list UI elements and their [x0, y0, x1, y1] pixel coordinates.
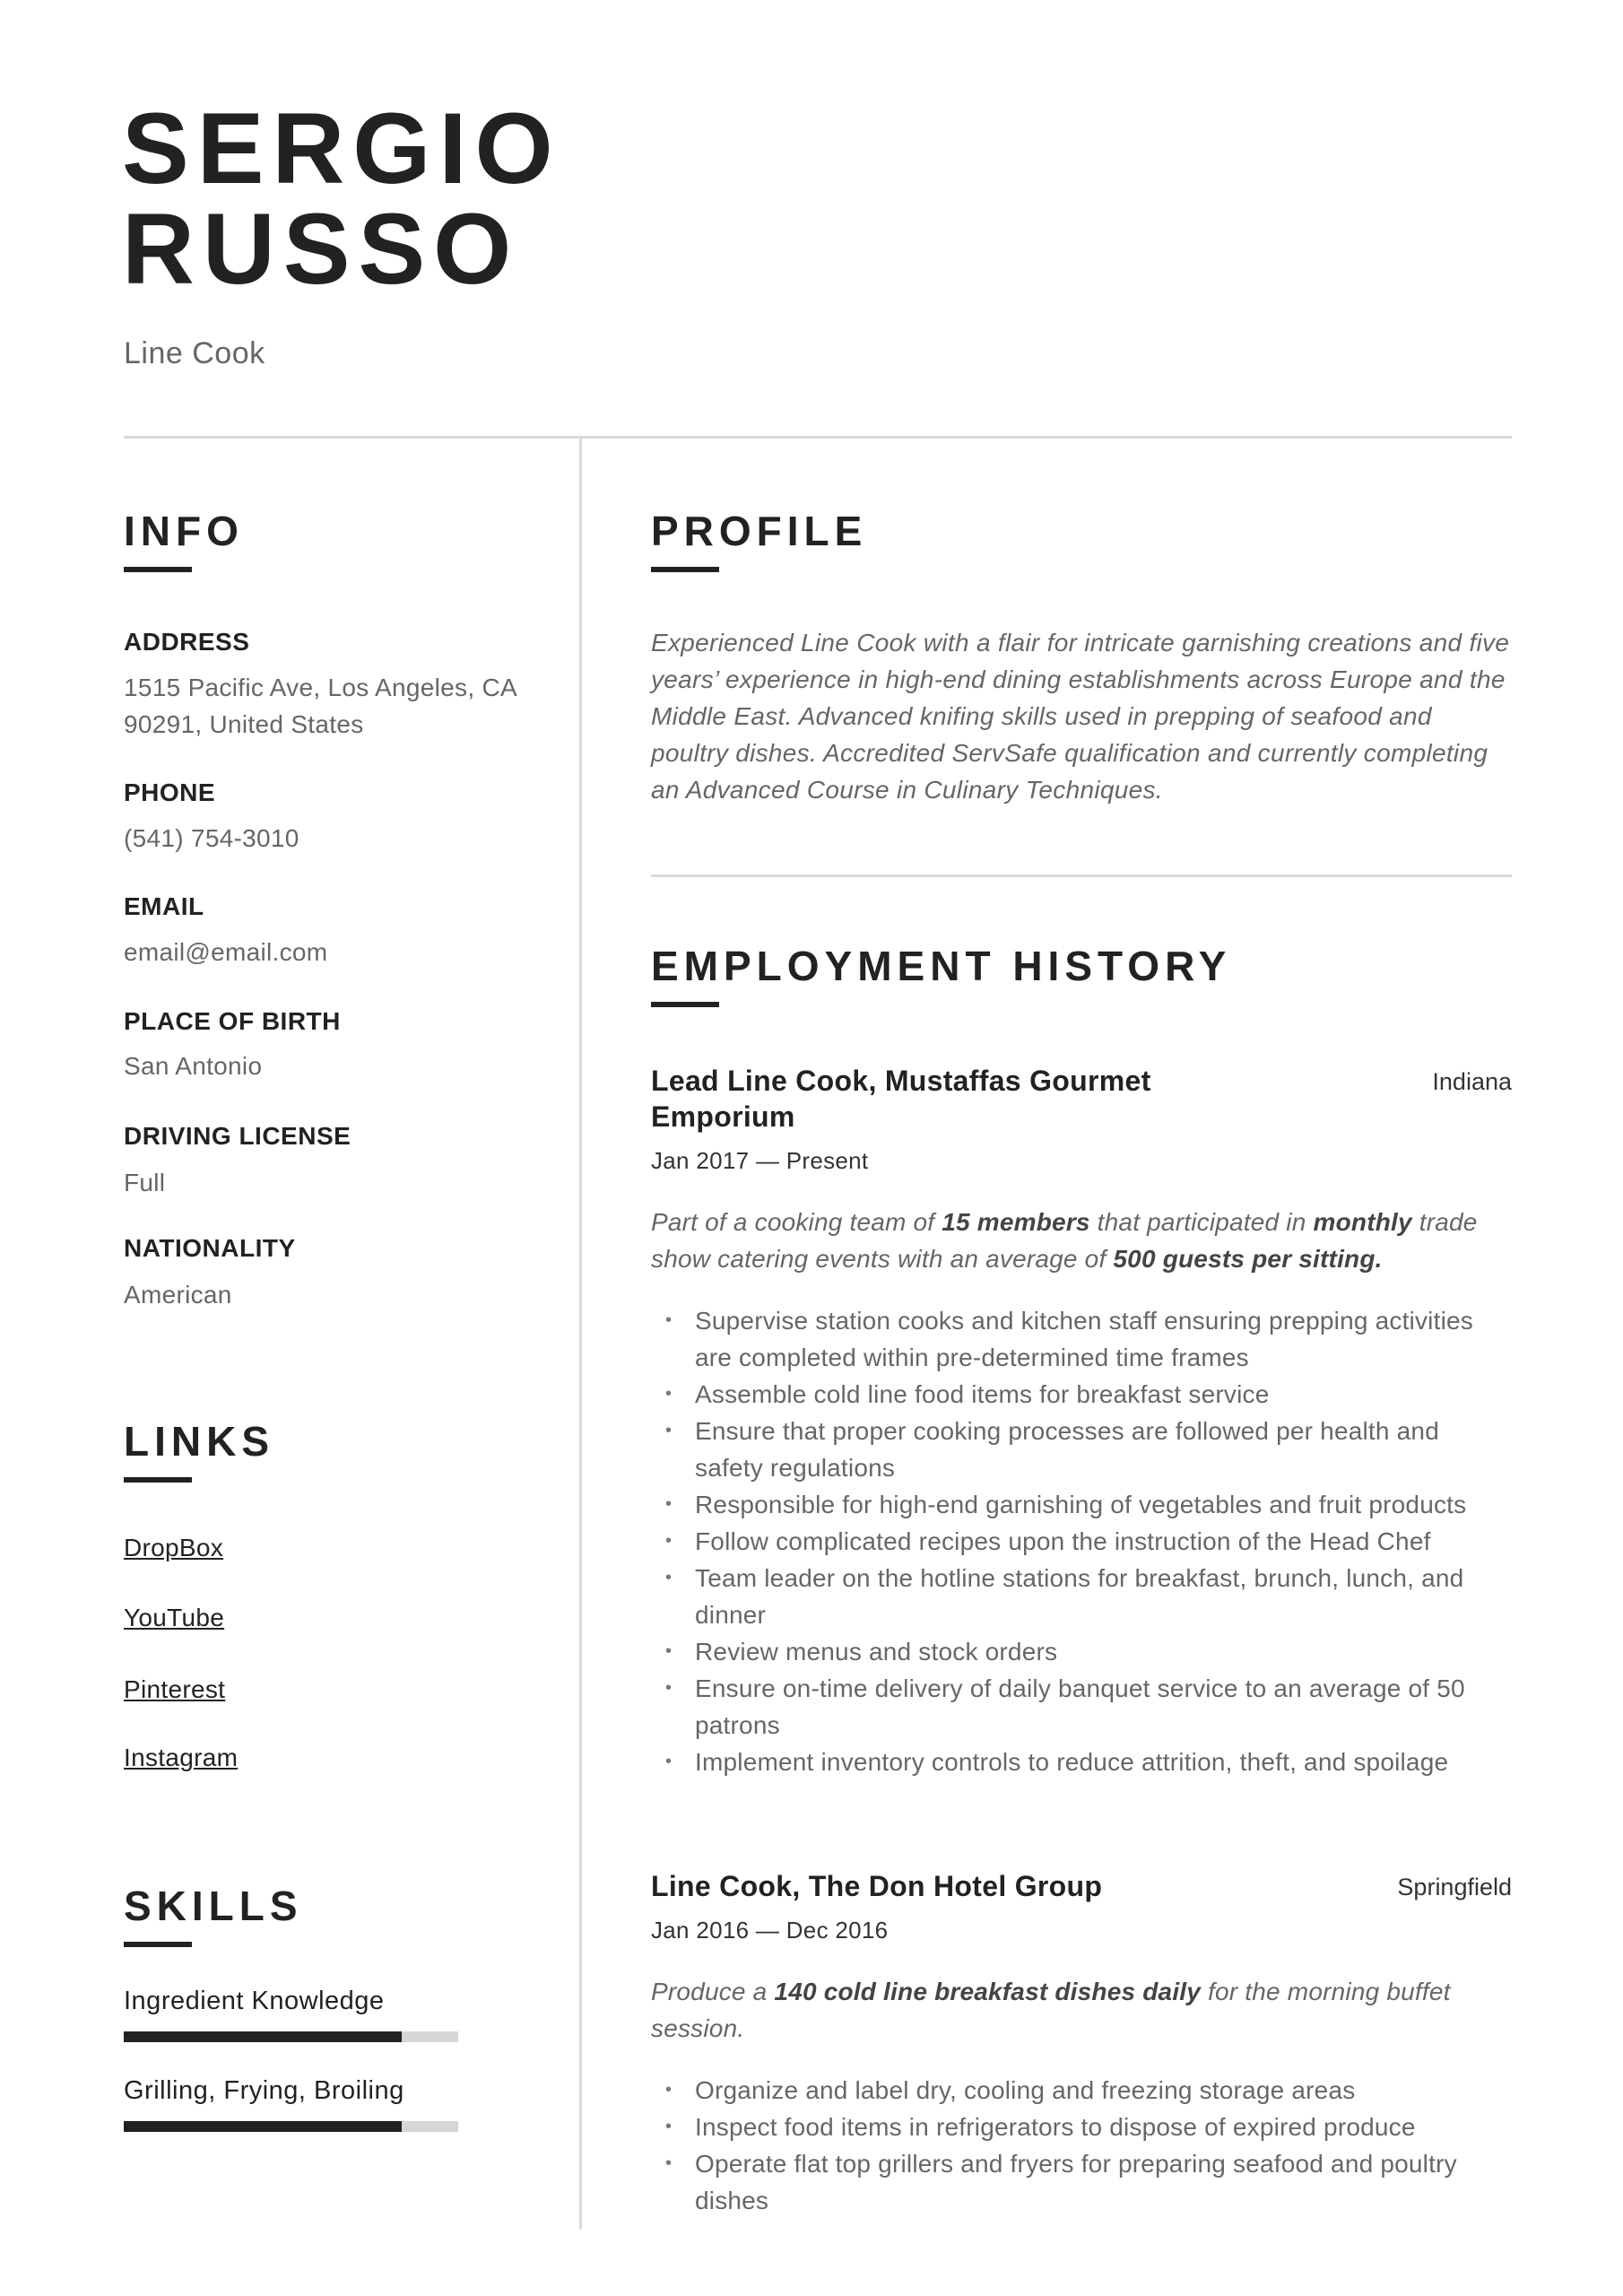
- info-value: (541) 754-3010: [124, 824, 299, 852]
- info-heading: INFO: [124, 508, 244, 554]
- job-bullet: • Operate flat top grillers and fryers for preparing seafood and poultry dishes: [651, 2145, 1512, 2219]
- job-bullet: • Implement inventory controls to reduce attrition, theft, and spoilage: [651, 1744, 1512, 1780]
- links-heading: LINKS: [124, 1418, 274, 1465]
- skills-heading-underline: [124, 1942, 192, 1947]
- job-dates: Jan 2017 — Present: [651, 1147, 869, 1174]
- job-bullets: [651, 2072, 1512, 2219]
- job-location: Indiana: [1432, 1068, 1512, 1095]
- info-label: PHONE: [124, 778, 216, 806]
- job-header: [651, 1868, 1512, 1904]
- employment-heading-underline: [651, 1002, 719, 1007]
- skill-name: Ingredient Knowledge: [124, 1987, 385, 2015]
- skill-level-bar: [124, 2121, 458, 2132]
- link-pinterest[interactable]: Pinterest: [124, 1675, 226, 1703]
- summary-text: for the morning buffet session.: [651, 1978, 1451, 2042]
- first-name: SERGIO: [122, 92, 561, 204]
- job-bullet: • Review menus and stock orders: [651, 1633, 1512, 1670]
- job-bullet: • Follow complicated recipes upon the instruction of the Head Chef: [651, 1523, 1512, 1560]
- job-bullets: [651, 1302, 1512, 1780]
- info-label: ADDRESS: [124, 628, 250, 656]
- profile-heading: PROFILE: [651, 508, 868, 554]
- summary-highlight: 500 guests per sitting.: [1113, 1245, 1383, 1273]
- job-bullet: • Team leader on the hotline stations for breakfast, brunch, lunch, and dinner: [651, 1560, 1512, 1633]
- info-value: Full: [124, 1169, 166, 1196]
- skills-heading: SKILLS: [124, 1883, 303, 1929]
- skill-name: Grilling, Frying, Broiling: [124, 2076, 404, 2105]
- info-label: NATIONALITY: [124, 1234, 296, 1262]
- summary-text: Part of a cooking team of: [651, 1208, 942, 1236]
- job-bullet: • Responsible for high-end garnishing of vegetables and fruit products: [651, 1486, 1512, 1523]
- skill-level-fill: [124, 2121, 402, 2132]
- job-title: Lead Line Cook, Mustaffas Gourmet Emporium: [651, 1065, 1151, 1133]
- job-bullet: • Ensure that proper cooking processes are followed per health and safety regulations: [651, 1413, 1512, 1486]
- summary-highlight: 140 cold line breakfast dishes daily: [774, 1978, 1202, 2005]
- job-entry: [651, 1868, 1512, 2219]
- skill-level-bar: [124, 2031, 458, 2042]
- job-bullet: • Supervise station cooks and kitchen staff ensuring prepping activities are completed within pre-determined time frames: [651, 1302, 1512, 1376]
- info-value: 90291, United States: [124, 710, 364, 738]
- candidate-title: Line Cook: [124, 336, 265, 370]
- info-value: San Antonio: [124, 1052, 263, 1080]
- info-label: PLACE OF BIRTH: [124, 1007, 341, 1035]
- info-value: 1515 Pacific Ave, Los Angeles, CA: [124, 674, 517, 701]
- candidate-name: [122, 92, 561, 305]
- job-bullet: • Assemble cold line food items for breakfast service: [651, 1376, 1512, 1413]
- info-label: DRIVING LICENSE: [124, 1122, 352, 1150]
- skill-level-fill: [124, 2031, 402, 2042]
- info-value: American: [124, 1281, 232, 1309]
- profile-text: Experienced Line Cook with a flair for intricate garnishing creations and five years’ experience in high-end dining establishments across Europe and the Middle East. Advanced knifing skills used in prepping of seafood and poultry dishes. Accredited ServSafe qualification and currently completing an Advanced Course in Culinary Techniques.: [651, 629, 1510, 804]
- job-dates: Jan 2016 — Dec 2016: [651, 1917, 889, 1944]
- job-summary: [651, 1973, 1512, 2047]
- info-heading-underline: [124, 567, 192, 572]
- summary-text: trade show catering events with an average of: [651, 1208, 1478, 1273]
- link-dropbox[interactable]: DropBox: [124, 1534, 224, 1561]
- employment-heading: EMPLOYMENT HISTORY: [651, 943, 1232, 989]
- summary-text: Produce a: [651, 1978, 775, 2005]
- job-location: Springfield: [1397, 1874, 1512, 1900]
- job-header: [651, 1063, 1512, 1135]
- link-youtube[interactable]: YouTube: [124, 1604, 225, 1631]
- header-divider: [124, 436, 1512, 439]
- summary-highlight: monthly: [1313, 1208, 1412, 1236]
- job-bullet: • Inspect food items in refrigerators to dispose of expired produce: [651, 2109, 1512, 2145]
- profile-divider: [651, 874, 1512, 877]
- job-summary: [651, 1204, 1512, 1277]
- links-heading-underline: [124, 1477, 192, 1483]
- job-bullet: • Organize and label dry, cooling and freezing storage areas: [651, 2072, 1512, 2109]
- summary-text: that participated in: [1089, 1208, 1314, 1236]
- summary-highlight: 15 members: [942, 1208, 1090, 1236]
- link-instagram[interactable]: Instagram: [124, 1744, 239, 1771]
- last-name: RUSSO: [122, 193, 520, 305]
- job-title: Line Cook, The Don Hotel Group: [651, 1870, 1103, 1902]
- job-bullet: • Ensure on-time delivery of daily banquet service to an average of 50 patrons: [651, 1670, 1512, 1744]
- info-label: EMAIL: [124, 892, 204, 920]
- column-divider: [579, 438, 582, 2230]
- profile-heading-underline: [651, 567, 719, 572]
- job-entry: [651, 1063, 1512, 1780]
- info-value: email@email.com: [124, 938, 328, 966]
